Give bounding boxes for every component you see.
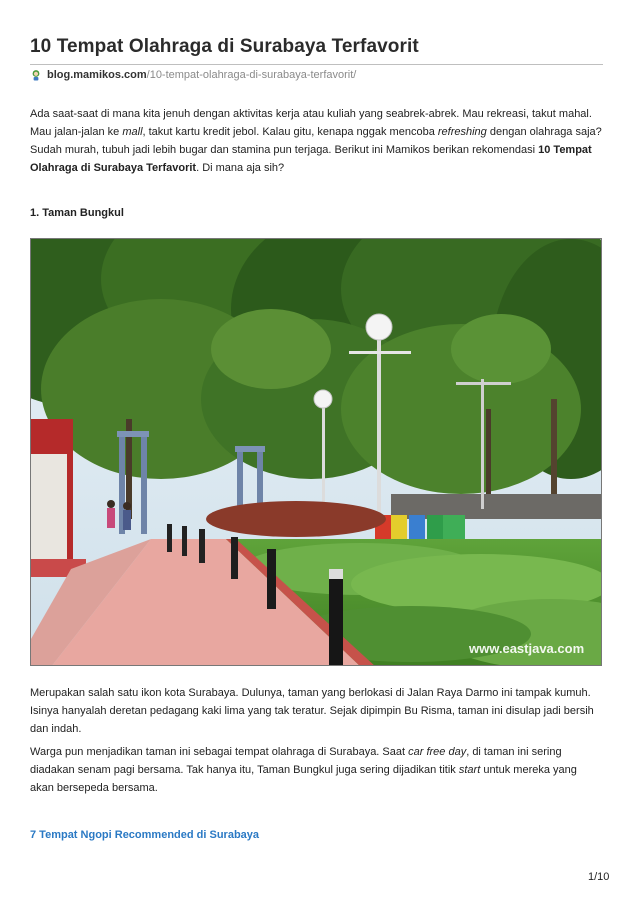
- page-number: 1/10: [588, 871, 610, 883]
- section-heading: 1. Taman Bungkul: [30, 207, 124, 219]
- title-divider: [30, 64, 603, 65]
- intro-paragraph: Ada saat-saat di mana kita jenuh dengan aktivitas kerja atau kuliah yang seabrek-abrek. Mau rekreasi, takut mahal. Mau jalan-jalan ke mall, takut kartu kredit jebol. Kalau gitu, kenapa nggak mencoba refreshing dengan olahraga saja? Sudah murah, tubuh jadi lebih bugar dan stamina pun terjaga. Berikut ini Mamikos berikan rekomendasi 10 Tempat Olahraga di Surabaya Terfavorit. Di mana aja sih?: [30, 108, 602, 174]
- source-domain[interactable]: blog.mamikos.com: [47, 69, 147, 81]
- mamikos-logo-icon: [30, 69, 42, 81]
- taman-bungkul-photo: [30, 238, 602, 666]
- section-paragraph-2: Warga pun menjadikan taman ini sebagai tempat olahraga di Surabaya. Saat car free day, di taman ini sering diadakan senam pagi bersama. Tak hanya itu, Taman Bungkul juga sering dijadikan titik start untuk mereka yang akan bersepeda bersama.: [30, 746, 577, 794]
- section-paragraph-1: Merupakan salah satu ikon kota Surabaya. Dulunya, taman yang berlokasi di Jalan Raya Darmo ini tampak kumuh. Isinya hanyalah deretan pedagang kaki lima yang tak teratur. Sejak dipimpin Bu Risma, taman ini disulap jadi bersih dan indah.: [30, 687, 594, 735]
- photo-watermark: www.eastjava.com: [469, 641, 585, 656]
- source-path[interactable]: /10-tempat-olahraga-di-surabaya-terfavorit/: [146, 69, 357, 81]
- source-line: [30, 69, 356, 81]
- page-title: 10 Tempat Olahraga di Surabaya Terfavorit: [30, 36, 419, 57]
- related-article-link[interactable]: 7 Tempat Ngopi Recommended di Surabaya: [30, 829, 260, 841]
